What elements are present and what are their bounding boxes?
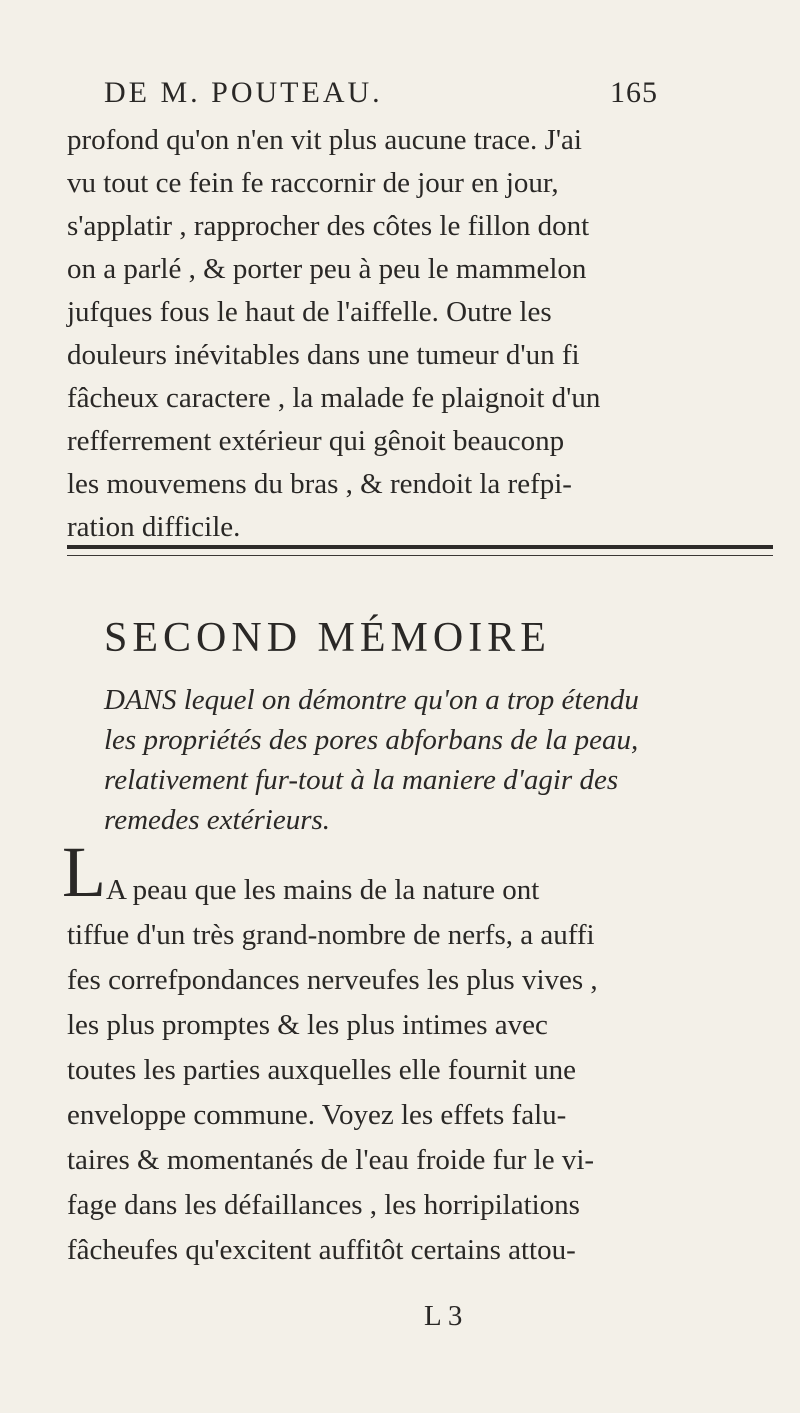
text-line: fâcheufes qu'excitent auffitôt certains attou- xyxy=(67,1234,576,1266)
text-line: les mouvemens du bras , & rendoit la refpi- xyxy=(67,468,572,500)
text-line: douleurs inévitables dans une tumeur d'un fi xyxy=(67,339,580,371)
text-line: toutes les parties auxquelles elle fournit une xyxy=(67,1054,576,1086)
text-line: les plus promptes & les plus intimes avec xyxy=(67,1009,548,1041)
text-line: A peau que les mains de la nature ont xyxy=(106,874,540,906)
text-line: s'applatir , rapprocher des côtes le fillon dont xyxy=(67,210,590,242)
running-head xyxy=(104,76,658,116)
text-line: vu tout ce fein fe raccornir de jour en jour, xyxy=(67,167,559,199)
text-line: taires & momentanés de l'eau froide fur le vi- xyxy=(67,1144,595,1176)
text-line: profond qu'on n'en vit plus aucune trace. J'ai xyxy=(67,124,582,156)
ornamental-rule-thin xyxy=(67,555,773,556)
text-line: ration difficile. xyxy=(67,511,241,543)
subtitle-line: les propriétés des pores abforbans de la peau, xyxy=(104,724,639,756)
page-number: 165 xyxy=(610,76,658,109)
drop-cap: L xyxy=(62,832,106,912)
text-line: tiffue d'un très grand-nombre de nerfs, a auffi xyxy=(67,919,595,951)
running-head-title: DE M. POUTEAU. xyxy=(104,76,383,109)
text-line: fâcheux caractere , la malade fe plaignoit d'un xyxy=(67,382,601,414)
text-line: fage dans les défaillances , les horripilations xyxy=(67,1189,580,1221)
subtitle-line: remedes extérieurs. xyxy=(104,804,331,836)
text-line: refferrement extérieur qui gênoit beauconp xyxy=(67,425,565,457)
subtitle-line: DANS lequel on démontre qu'on a trop étendu xyxy=(104,684,639,716)
subtitle-line: relativement fur-tout à la maniere d'agir des xyxy=(104,764,619,796)
signature-mark: L 3 xyxy=(424,1300,463,1332)
text-line: on a parlé , & porter peu à peu le mammelon xyxy=(67,253,587,285)
ornamental-rule-thick xyxy=(67,545,773,549)
text-line: fes correfpondances nerveufes les plus vives , xyxy=(67,964,598,996)
text-line: jufques fous le haut de l'aiffelle. Outre les xyxy=(67,296,552,328)
section-title: SECOND MÉMOIRE xyxy=(104,615,551,661)
text-line: enveloppe commune. Voyez les effets falu- xyxy=(67,1099,567,1131)
